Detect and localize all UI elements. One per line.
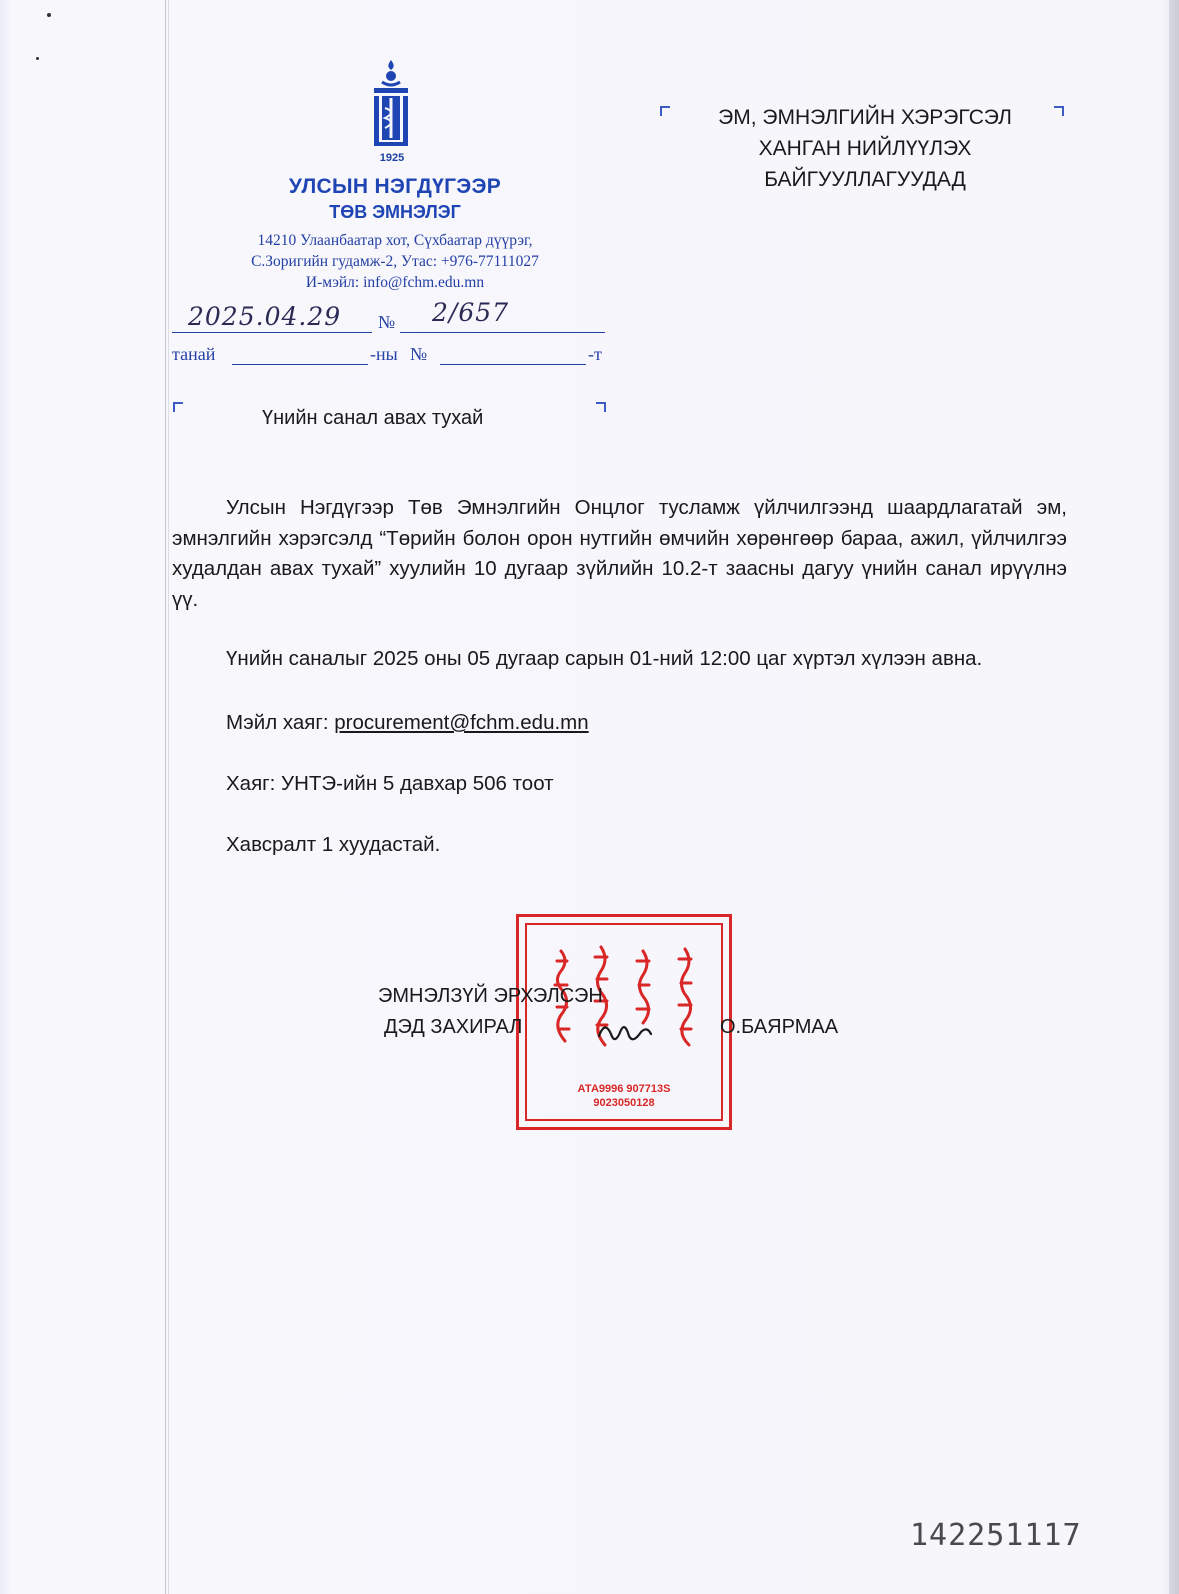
scan-speck	[47, 13, 51, 17]
hospital-emblem-icon	[370, 58, 412, 148]
recipient-block	[690, 102, 1040, 195]
email-line	[226, 711, 589, 735]
signatory-title-line2: ДЭД ЗАХИРАЛ	[384, 1016, 523, 1038]
org-address-line1: 14210 Улаанбаатар хот, Сүхбаатар дүүрэг,	[257, 232, 533, 249]
handwritten-signature-icon	[595, 1016, 655, 1050]
recipient-corner-mark	[1054, 106, 1064, 116]
stamp-code-line2: 9023050128	[593, 1097, 655, 1109]
page-fold-line	[165, 0, 166, 1594]
recipient-line3: БАЙГУУЛЛАГУУДАД	[764, 168, 966, 191]
signatory-name: О.БАЯРМАА	[720, 1016, 839, 1038]
date-underline	[172, 332, 372, 333]
recipient-line2: ХАНГАН НИЙЛҮҮЛЭХ	[758, 137, 972, 160]
email-label: Мэйл хаяг:	[226, 711, 335, 734]
stamp-code-line1: АТА9996 907713S	[577, 1083, 671, 1095]
number-sign-2: №	[410, 344, 428, 364]
org-email-line: И-мэйл: info@fchm.edu.mn	[305, 274, 485, 291]
letter-date-handwritten: 2025.04.29	[188, 302, 342, 331]
recipient-corner-mark	[660, 106, 670, 116]
scan-speck	[36, 57, 39, 60]
document-serial-number: 142251117	[910, 1518, 1082, 1553]
address-line: Хаяг: УНТЭ-ийн 5 давхар 506 тоот	[226, 772, 554, 795]
logo-year: 1925	[379, 152, 405, 164]
subject-corner-mark	[596, 402, 606, 412]
signatory-title-line1: ЭМНЭЛЗҮЙ ЭРХЭЛСЭН	[378, 985, 603, 1007]
letter-number-handwritten: 2/657	[432, 298, 510, 327]
attachment-line: Хавсралт 1 хуудастай.	[226, 833, 441, 856]
your-number-underline	[440, 364, 586, 365]
body-paragraph-2: Үнийн саналыг 2025 оны 05 дугаар сарын 01-ний 12:00 цаг хүртэл хүлээн авна.	[226, 647, 983, 670]
suffix-t: -т	[588, 344, 602, 364]
org-name-line1: УЛСЫН НЭГДҮГЭЭР	[288, 175, 502, 198]
letter-subject: Үнийн санал авах тухай	[262, 407, 484, 429]
subject-corner-mark	[173, 402, 183, 412]
email-link[interactable]: procurement@fchm.edu.mn	[334, 711, 589, 734]
page-edge-shadow	[1169, 0, 1179, 1594]
org-name-line2: ТӨВ ЭМНЭЛЭГ	[329, 202, 461, 222]
recipient-line1: ЭМ, ЭМНЭЛГИЙН ХЭРЭГСЭЛ	[718, 106, 1012, 129]
your-date-underline	[232, 364, 368, 365]
your-label: танай	[172, 344, 216, 364]
page-fold-line-2	[168, 0, 169, 1594]
number-sign: №	[378, 312, 396, 332]
org-address-line2: С.Зоригийн гудамж-2, Утас: +976-77111027	[251, 253, 539, 270]
body-paragraph-1: Улсын Нэгдүгээр Төв Эмнэлгийн Онцлог тусламж үйлчилгээнд шаардлагатай эм, эмнэлгийн хэрэгсэлд “Төрийн болон орон нутгийн өмчийн хөрөнгөөр бараа, ажил, үйлчилгээ худалдан авах тухай” хуулийн 10 дугаар зүйлийн 10.2-т заасны дагуу үнийн санал ирүүлнэ үү.	[172, 496, 1067, 611]
number-underline	[400, 332, 605, 333]
suffix-ny: -ны	[370, 344, 398, 364]
